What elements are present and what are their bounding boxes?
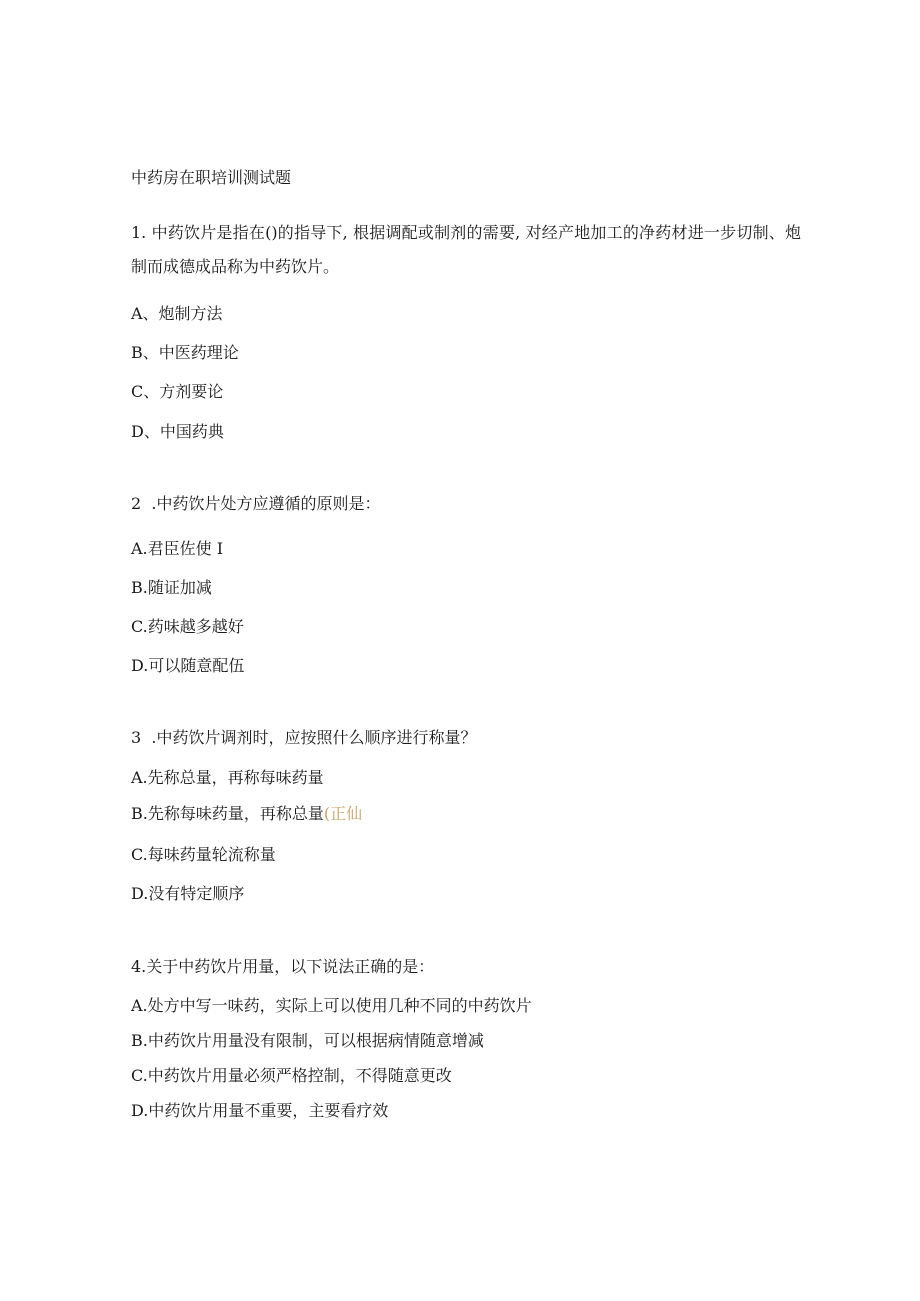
question-3-stem: 3 .中药饮片调剂时，应按照什么顺序进行称量？ — [131, 728, 477, 747]
question-2-stem: 2 .中药饮片处方应遵循的原则是： — [131, 494, 381, 513]
document-title: 中药房在职培训测试题 — [131, 168, 292, 187]
handwritten-annotation: (正仙 — [323, 804, 363, 823]
question-4-option-a: A.处方中写一味药，实际上可以使用几种不同的中药饮片 — [131, 996, 532, 1015]
question-3-option-b-line — [131, 804, 362, 824]
question-2-option-a: A.君臣佐使 I — [131, 539, 224, 558]
question-4-option-d: D.中药饮片用量不重要，主要看疗效 — [131, 1101, 389, 1120]
question-3-option-c: C.每味药量轮流称量 — [131, 845, 276, 864]
question-1-option-d: D、中国药典 — [131, 422, 224, 441]
question-1-stem: 1. 中药饮片是指在()的指导下, 根据调配或制剂的需要, 对经产地加工的净药材进一步切制、炮制而成德成品称为中药饮片。 — [131, 223, 801, 276]
question-1-option-b: B、中医药理论 — [131, 343, 239, 362]
question-3-option-a: A.先称总量，再称每味药量 — [131, 768, 324, 787]
question-2-option-c: C.药味越多越好 — [131, 617, 244, 636]
question-2-option-b: B.随证加减 — [131, 578, 212, 597]
question-1-option-c: C、方剂要论 — [131, 382, 224, 401]
question-4-option-c: C.中药饮片用量必须严格控制，不得随意更改 — [131, 1066, 452, 1085]
question-4-option-b: B.中药饮片用量没有限制，可以根据病情随意增减 — [131, 1031, 484, 1050]
question-4-stem: 4.关于中药饮片用量，以下说法正确的是： — [131, 957, 435, 976]
question-3-option-d: D.没有特定顺序 — [131, 884, 245, 903]
question-3-option-b: B.先称每味药量，再称总量 — [131, 804, 324, 823]
question-2-option-d: D.可以随意配伍 — [131, 656, 245, 675]
question-1-option-a: A、炮制方法 — [131, 304, 223, 323]
